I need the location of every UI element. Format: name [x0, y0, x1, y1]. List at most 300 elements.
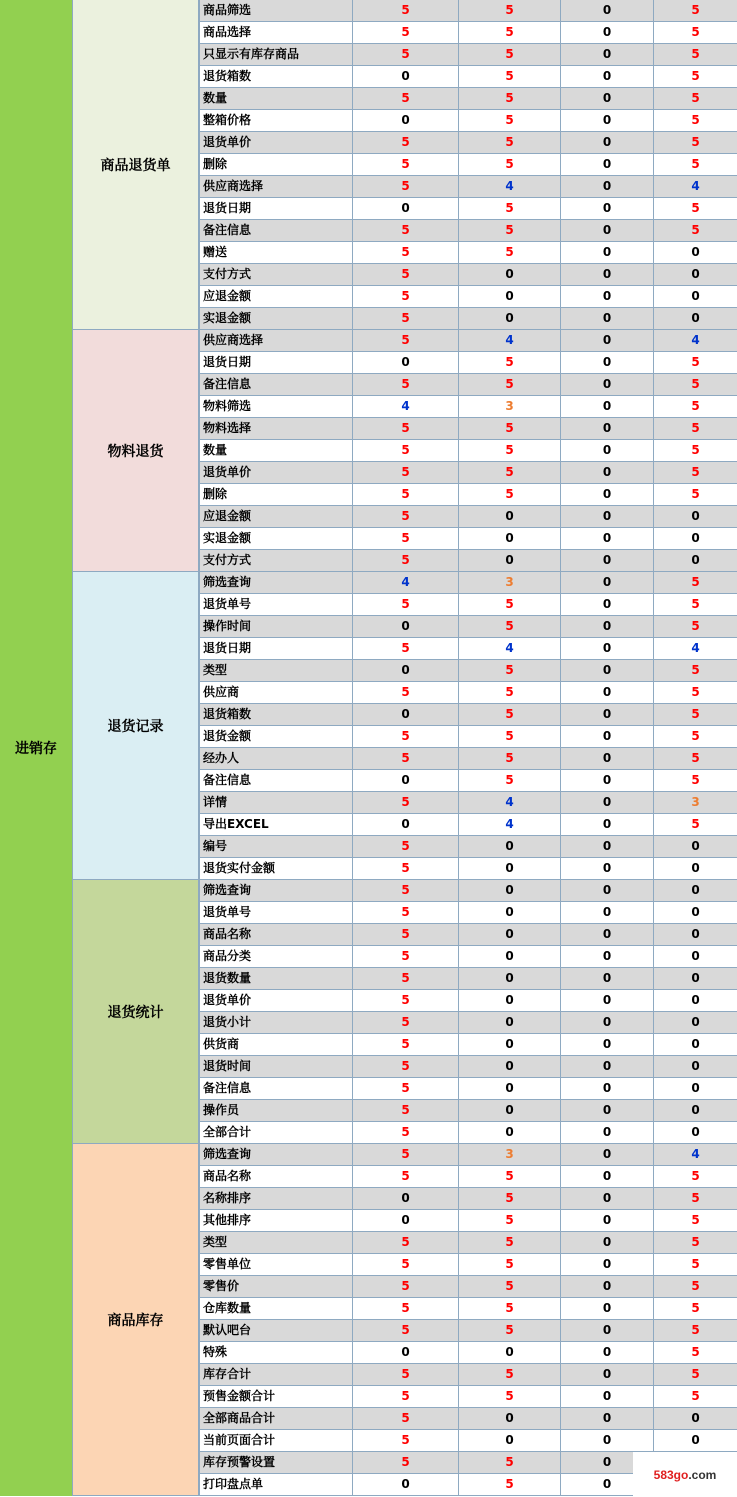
value-cell-1: 5	[352, 748, 458, 769]
table-row	[199, 638, 737, 660]
value-cell-1: 0	[352, 616, 458, 637]
value-cell-4: 5	[653, 198, 737, 219]
value-cell-1: 5	[352, 902, 458, 923]
value-cell-2: 4	[458, 814, 560, 835]
value-cell-1: 5	[352, 154, 458, 175]
value-cell-3: 0	[560, 638, 653, 659]
value-cell-3: 0	[560, 968, 653, 989]
value-cell-4: 5	[653, 682, 737, 703]
feature-name-cell: 退货金额	[199, 726, 352, 747]
value-cell-2: 5	[458, 594, 560, 615]
feature-name-cell: 商品名称	[199, 924, 352, 945]
value-cell-2: 0	[458, 264, 560, 285]
value-cell-4: 5	[653, 352, 737, 373]
feature-name-cell: 类型	[199, 1232, 352, 1253]
value-cell-2: 5	[458, 374, 560, 395]
value-cell-1: 5	[352, 638, 458, 659]
value-cell-2: 0	[458, 550, 560, 571]
table-row	[199, 418, 737, 440]
value-cell-2: 5	[458, 440, 560, 461]
feature-name-cell: 筛选查询	[199, 572, 352, 593]
value-cell-1: 0	[352, 1188, 458, 1209]
value-cell-4: 0	[653, 1430, 737, 1451]
value-cell-2: 0	[458, 308, 560, 329]
feature-name-cell: 删除	[199, 154, 352, 175]
feature-name-cell: 退货小计	[199, 1012, 352, 1033]
value-cell-3: 0	[560, 946, 653, 967]
table-row	[199, 440, 737, 462]
feature-name-cell: 库存合计	[199, 1364, 352, 1385]
table-row	[199, 968, 737, 990]
value-cell-1: 0	[352, 770, 458, 791]
value-cell-1: 5	[352, 440, 458, 461]
value-cell-1: 5	[352, 726, 458, 747]
table-row	[199, 330, 737, 352]
value-cell-1: 5	[352, 968, 458, 989]
value-cell-3: 0	[560, 770, 653, 791]
value-cell-1: 5	[352, 1408, 458, 1429]
value-cell-1: 5	[352, 132, 458, 153]
value-cell-4: 5	[653, 484, 737, 505]
feature-name-cell: 退货单价	[199, 132, 352, 153]
value-cell-1: 5	[352, 528, 458, 549]
table-row	[199, 110, 737, 132]
value-cell-1: 5	[352, 682, 458, 703]
feature-name-cell: 退货日期	[199, 198, 352, 219]
value-cell-1: 0	[352, 66, 458, 87]
value-cell-3: 0	[560, 1386, 653, 1407]
table-row	[199, 1056, 737, 1078]
value-cell-3: 0	[560, 506, 653, 527]
table-row	[199, 660, 737, 682]
feature-name-cell: 退货单价	[199, 462, 352, 483]
table-row	[199, 748, 737, 770]
feature-name-cell: 全部商品合计	[199, 1408, 352, 1429]
value-cell-3: 0	[560, 22, 653, 43]
feature-name-cell: 应退金额	[199, 506, 352, 527]
feature-name-cell: 备注信息	[199, 1078, 352, 1099]
value-cell-1: 5	[352, 418, 458, 439]
value-cell-4: 5	[653, 814, 737, 835]
value-cell-2: 0	[458, 902, 560, 923]
value-cell-4: 5	[653, 1386, 737, 1407]
table-row	[199, 1430, 737, 1452]
value-cell-3: 0	[560, 1408, 653, 1429]
value-cell-4: 0	[653, 1122, 737, 1143]
feature-name-cell: 备注信息	[199, 220, 352, 241]
value-cell-3: 0	[560, 550, 653, 571]
value-cell-1: 5	[352, 1100, 458, 1121]
value-cell-2: 5	[458, 198, 560, 219]
table-row	[199, 1210, 737, 1232]
feature-name-cell: 库存预警设置	[199, 1452, 352, 1473]
value-cell-3: 0	[560, 616, 653, 637]
feature-name-cell: 编号	[199, 836, 352, 857]
value-cell-1: 5	[352, 924, 458, 945]
value-cell-3: 0	[560, 352, 653, 373]
table-row	[199, 154, 737, 176]
value-cell-2: 5	[458, 1276, 560, 1297]
value-cell-4: 0	[653, 242, 737, 263]
feature-name-cell: 赠送	[199, 242, 352, 263]
value-cell-4: 5	[653, 66, 737, 87]
value-cell-3: 0	[560, 1254, 653, 1275]
value-cell-4: 5	[653, 462, 737, 483]
table-row	[199, 1408, 737, 1430]
value-cell-2: 5	[458, 88, 560, 109]
table-row	[199, 66, 737, 88]
value-cell-3: 0	[560, 528, 653, 549]
feature-name-cell: 退货日期	[199, 352, 352, 373]
value-cell-2: 5	[458, 0, 560, 21]
module-name: 退货统计	[73, 880, 199, 1144]
value-cell-1: 5	[352, 1056, 458, 1077]
value-cell-4: 5	[653, 1364, 737, 1385]
table-row	[199, 1364, 737, 1386]
value-cell-2: 0	[458, 946, 560, 967]
table-row	[199, 220, 737, 242]
feature-name-cell: 导出EXCEL	[199, 814, 352, 835]
value-cell-3: 0	[560, 924, 653, 945]
table-row	[199, 242, 737, 264]
table-row	[199, 902, 737, 924]
value-cell-4: 0	[653, 1034, 737, 1055]
table-row	[199, 198, 737, 220]
value-cell-2: 5	[458, 1298, 560, 1319]
feature-name-cell: 供应商选择	[199, 330, 352, 351]
value-cell-2: 0	[458, 968, 560, 989]
table-row	[199, 550, 737, 572]
value-cell-3: 0	[560, 1210, 653, 1231]
value-cell-2: 0	[458, 1430, 560, 1451]
value-cell-3: 0	[560, 880, 653, 901]
table-row	[199, 572, 737, 594]
value-cell-4: 5	[653, 110, 737, 131]
value-cell-2: 0	[458, 286, 560, 307]
value-cell-2: 0	[458, 858, 560, 879]
feature-name-cell: 退货时间	[199, 1056, 352, 1077]
value-cell-1: 5	[352, 1034, 458, 1055]
table-row	[199, 308, 737, 330]
value-cell-3: 0	[560, 396, 653, 417]
value-cell-3: 0	[560, 374, 653, 395]
value-cell-1: 0	[352, 660, 458, 681]
value-cell-2: 5	[458, 1232, 560, 1253]
value-cell-4: 5	[653, 704, 737, 725]
value-cell-2: 5	[458, 154, 560, 175]
feature-name-cell: 退货单价	[199, 990, 352, 1011]
table-row	[199, 682, 737, 704]
value-cell-2: 5	[458, 682, 560, 703]
feature-name-cell: 预售金额合计	[199, 1386, 352, 1407]
value-cell-2: 5	[458, 748, 560, 769]
value-cell-4: 5	[653, 1298, 737, 1319]
value-cell-3: 0	[560, 88, 653, 109]
feature-name-cell: 操作时间	[199, 616, 352, 637]
value-cell-3: 0	[560, 44, 653, 65]
table-row	[199, 1276, 737, 1298]
value-cell-4: 5	[653, 220, 737, 241]
value-cell-3: 0	[560, 704, 653, 725]
table-row	[199, 858, 737, 880]
value-cell-2: 4	[458, 330, 560, 351]
value-cell-3: 0	[560, 110, 653, 131]
table-row	[199, 132, 737, 154]
value-cell-4: 0	[653, 1012, 737, 1033]
value-cell-3: 0	[560, 1298, 653, 1319]
value-cell-4: 5	[653, 0, 737, 21]
table-row	[199, 1342, 737, 1364]
value-cell-4: 4	[653, 176, 737, 197]
value-cell-4: 0	[653, 836, 737, 857]
feature-name-cell: 零售单位	[199, 1254, 352, 1275]
value-cell-3: 0	[560, 990, 653, 1011]
value-cell-2: 0	[458, 1342, 560, 1363]
value-cell-1: 5	[352, 792, 458, 813]
value-cell-1: 5	[352, 1144, 458, 1165]
table-row	[199, 88, 737, 110]
value-cell-3: 0	[560, 748, 653, 769]
table-row	[199, 528, 737, 550]
value-cell-3: 0	[560, 440, 653, 461]
value-cell-4: 5	[653, 726, 737, 747]
value-cell-2: 5	[458, 1210, 560, 1231]
table-row	[199, 1298, 737, 1320]
value-cell-3: 0	[560, 1100, 653, 1121]
feature-name-cell: 特殊	[199, 1342, 352, 1363]
feature-name-cell: 其他排序	[199, 1210, 352, 1231]
table-row	[199, 1254, 737, 1276]
value-cell-4: 4	[653, 1144, 737, 1165]
value-cell-4: 0	[653, 880, 737, 901]
value-cell-4: 0	[653, 968, 737, 989]
value-cell-2: 0	[458, 1122, 560, 1143]
value-cell-2: 5	[458, 1320, 560, 1341]
value-cell-4: 0	[653, 264, 737, 285]
feature-name-cell: 退货箱数	[199, 66, 352, 87]
table-row	[199, 0, 737, 22]
value-cell-1: 5	[352, 1232, 458, 1253]
watermark-part-a: 583go	[653, 1467, 689, 1482]
value-cell-1: 5	[352, 88, 458, 109]
value-cell-4: 0	[653, 1408, 737, 1429]
value-cell-4: 3	[653, 792, 737, 813]
value-cell-3: 0	[560, 176, 653, 197]
value-cell-1: 5	[352, 1122, 458, 1143]
value-cell-3: 0	[560, 1056, 653, 1077]
table-row	[199, 506, 737, 528]
table-row	[199, 1034, 737, 1056]
table-row	[199, 1320, 737, 1342]
value-cell-1: 5	[352, 176, 458, 197]
value-cell-3: 0	[560, 1034, 653, 1055]
value-cell-4: 0	[653, 902, 737, 923]
value-cell-1: 5	[352, 946, 458, 967]
value-cell-2: 5	[458, 110, 560, 131]
value-cell-3: 0	[560, 836, 653, 857]
value-cell-4: 5	[653, 22, 737, 43]
table-row	[199, 1122, 737, 1144]
value-cell-1: 5	[352, 1078, 458, 1099]
table-row	[199, 374, 737, 396]
value-cell-4: 5	[653, 616, 737, 637]
value-cell-3: 0	[560, 418, 653, 439]
value-cell-4: 5	[653, 374, 737, 395]
value-cell-1: 5	[352, 374, 458, 395]
value-cell-4: 0	[653, 990, 737, 1011]
value-cell-4: 0	[653, 946, 737, 967]
value-cell-1: 0	[352, 1210, 458, 1231]
value-cell-2: 4	[458, 176, 560, 197]
value-cell-3: 0	[560, 1078, 653, 1099]
value-cell-4: 0	[653, 308, 737, 329]
value-cell-1: 5	[352, 1276, 458, 1297]
value-cell-2: 5	[458, 44, 560, 65]
value-cell-3: 0	[560, 484, 653, 505]
value-cell-3: 0	[560, 132, 653, 153]
value-cell-3: 0	[560, 660, 653, 681]
feature-name-cell: 商品筛选	[199, 0, 352, 21]
value-cell-4: 5	[653, 1342, 737, 1363]
value-cell-2: 5	[458, 132, 560, 153]
value-cell-4: 5	[653, 154, 737, 175]
value-cell-4: 4	[653, 638, 737, 659]
feature-name-cell: 删除	[199, 484, 352, 505]
value-cell-1: 5	[352, 0, 458, 21]
value-cell-3: 0	[560, 1364, 653, 1385]
value-cell-1: 5	[352, 1386, 458, 1407]
value-cell-1: 5	[352, 836, 458, 857]
value-cell-1: 5	[352, 462, 458, 483]
table-row	[199, 990, 737, 1012]
value-cell-2: 5	[458, 242, 560, 263]
value-cell-3: 0	[560, 220, 653, 241]
value-cell-2: 5	[458, 352, 560, 373]
table-row	[199, 484, 737, 506]
value-cell-3: 0	[560, 1166, 653, 1187]
value-cell-2: 0	[458, 1078, 560, 1099]
feature-name-cell: 详情	[199, 792, 352, 813]
feature-name-cell: 当前页面合计	[199, 1430, 352, 1451]
value-cell-2: 0	[458, 836, 560, 857]
value-cell-1: 5	[352, 484, 458, 505]
value-cell-1: 5	[352, 550, 458, 571]
table-row	[199, 792, 737, 814]
value-cell-2: 0	[458, 1056, 560, 1077]
feature-name-cell: 筛选查询	[199, 1144, 352, 1165]
feature-name-cell: 仓库数量	[199, 1298, 352, 1319]
value-cell-3: 0	[560, 462, 653, 483]
value-cell-1: 5	[352, 1364, 458, 1385]
value-cell-3: 0	[560, 0, 653, 21]
value-cell-4: 5	[653, 1166, 737, 1187]
value-cell-3: 0	[560, 1430, 653, 1451]
value-cell-1: 5	[352, 880, 458, 901]
value-cell-2: 5	[458, 770, 560, 791]
value-cell-3: 0	[560, 1320, 653, 1341]
value-cell-4: 5	[653, 594, 737, 615]
table-row	[199, 924, 737, 946]
table-row	[199, 1078, 737, 1100]
value-cell-2: 5	[458, 220, 560, 241]
value-cell-2: 5	[458, 66, 560, 87]
feature-name-cell: 支付方式	[199, 264, 352, 285]
value-cell-4: 5	[653, 418, 737, 439]
value-cell-4: 0	[653, 1056, 737, 1077]
table-row	[199, 44, 737, 66]
feature-name-cell: 备注信息	[199, 374, 352, 395]
table-row	[199, 286, 737, 308]
value-cell-4: 5	[653, 44, 737, 65]
value-cell-4: 0	[653, 1100, 737, 1121]
feature-name-cell: 整箱价格	[199, 110, 352, 131]
value-cell-1: 5	[352, 1320, 458, 1341]
value-cell-3: 0	[560, 858, 653, 879]
value-cell-4: 4	[653, 330, 737, 351]
value-cell-2: 5	[458, 1188, 560, 1209]
feature-name-cell: 商品分类	[199, 946, 352, 967]
value-cell-4: 5	[653, 1232, 737, 1253]
feature-name-cell: 退货实付金额	[199, 858, 352, 879]
value-cell-1: 0	[352, 352, 458, 373]
value-cell-2: 5	[458, 418, 560, 439]
feature-name-cell: 默认吧台	[199, 1320, 352, 1341]
value-cell-4: 5	[653, 1320, 737, 1341]
value-cell-1: 5	[352, 242, 458, 263]
value-cell-1: 5	[352, 264, 458, 285]
value-cell-1: 5	[352, 1298, 458, 1319]
feature-name-cell: 退货单号	[199, 594, 352, 615]
value-cell-1: 0	[352, 814, 458, 835]
value-cell-1: 0	[352, 1342, 458, 1363]
table-row	[199, 462, 737, 484]
value-cell-1: 5	[352, 1430, 458, 1451]
value-cell-4: 0	[653, 506, 737, 527]
feature-name-cell: 实退金额	[199, 308, 352, 329]
value-cell-4: 0	[653, 924, 737, 945]
value-cell-1: 5	[352, 220, 458, 241]
table-row	[199, 264, 737, 286]
value-cell-2: 0	[458, 990, 560, 1011]
value-cell-3: 0	[560, 1342, 653, 1363]
value-cell-1: 4	[352, 396, 458, 417]
value-cell-2: 5	[458, 616, 560, 637]
value-cell-1: 5	[352, 308, 458, 329]
value-cell-3: 0	[560, 308, 653, 329]
value-cell-3: 0	[560, 330, 653, 351]
value-cell-1: 5	[352, 506, 458, 527]
table-row	[199, 704, 737, 726]
value-cell-2: 5	[458, 704, 560, 725]
table-row	[199, 1232, 737, 1254]
value-cell-4: 5	[653, 1188, 737, 1209]
value-cell-4: 5	[653, 88, 737, 109]
value-cell-3: 0	[560, 198, 653, 219]
feature-name-cell: 类型	[199, 660, 352, 681]
value-cell-2: 0	[458, 528, 560, 549]
value-cell-3: 0	[560, 726, 653, 747]
value-cell-4: 5	[653, 1254, 737, 1275]
value-cell-2: 0	[458, 1012, 560, 1033]
value-cell-2: 4	[458, 638, 560, 659]
feature-name-cell: 名称排序	[199, 1188, 352, 1209]
table-row	[199, 616, 737, 638]
feature-name-cell: 退货日期	[199, 638, 352, 659]
value-cell-3: 0	[560, 902, 653, 923]
value-cell-2: 0	[458, 1408, 560, 1429]
feature-name-cell: 经办人	[199, 748, 352, 769]
value-cell-1: 5	[352, 44, 458, 65]
